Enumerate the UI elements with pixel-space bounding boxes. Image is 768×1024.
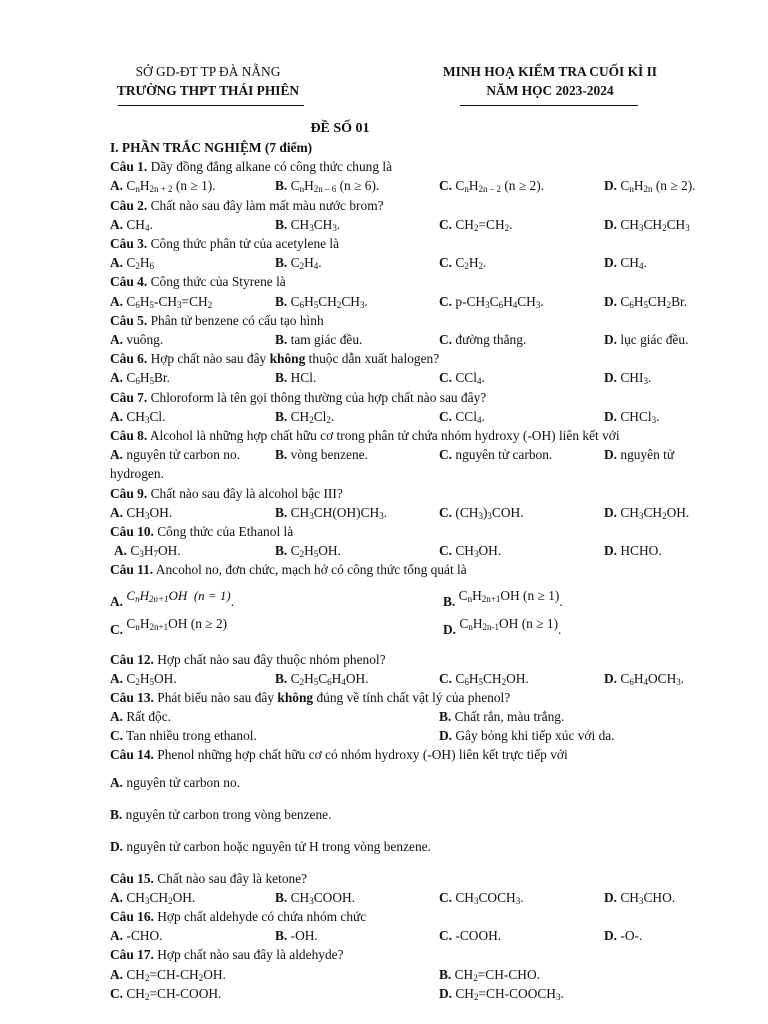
question-11-options-row-1 xyxy=(110,586,710,612)
option-b[interactable]: B. $C_2H_5C_6H_4OH$. xyxy=(275,670,369,687)
question-9: Câu 9. Chất nào sau đây là alcohol bậc III? xyxy=(110,485,343,501)
option-b[interactable]: B. $C_nH_{2n - 6}$ (n ≥ 6). xyxy=(275,178,380,195)
option-a[interactable]: A. $C_nH_{2n+1}OH$ (n = 1). xyxy=(110,587,235,609)
option-b[interactable]: B. $CH_2=CH$-CHO. xyxy=(439,966,540,983)
school-name: TRƯỜNG THPT THÁI PHIÊN xyxy=(116,83,300,98)
question-2-options xyxy=(110,215,710,234)
option-d[interactable]: D. $CH_2=CH-COOCH_3$. xyxy=(439,985,564,1002)
option-c[interactable]: C. $p-CH_3C_6H_4CH_3$. xyxy=(439,293,544,310)
question-8: Câu 8. Alcohol là những hợp chất hữu cơ trong phân tử chứa nhóm hydroxy (-OH) liên kết với xyxy=(110,427,620,443)
question-17: Câu 17. Hợp chất nào sau đây là aldehyde? xyxy=(110,947,344,963)
question-4-options xyxy=(110,292,710,311)
question-7-options xyxy=(110,407,710,426)
question-3-options xyxy=(110,253,710,272)
option-d[interactable]: D. $C_nH_{2n}$ (n ≥ 2). xyxy=(604,178,696,195)
question-12: Câu 12. Hợp chất nào sau đây thuộc nhóm phenol? xyxy=(110,651,386,667)
option-b[interactable]: B. $C_2H_4$. xyxy=(275,255,322,272)
option-b[interactable]: B. $C_2H_5OH$. xyxy=(275,543,341,560)
question-7: Câu 7. Chloroform là tên gọi thông thường của hợp chất nào sau đây? xyxy=(110,389,487,405)
option-a[interactable]: A. $CH_3OH$. xyxy=(110,504,173,521)
option-d[interactable]: D. $C_6H_5CH_2Br$. xyxy=(604,293,688,310)
option-d[interactable]: D. nguyên tử carbon hoặc nguyên tử H trong vòng benzene. xyxy=(110,838,431,854)
question-15-options xyxy=(110,888,710,907)
question-13-options-row-2 xyxy=(110,726,710,745)
exam-content xyxy=(110,138,710,1003)
option-a[interactable]: A. $C_2H_6$ xyxy=(110,255,154,272)
question-14: Câu 14. Phenol những hợp chất hữu cơ có nhóm hydroxy (-OH) liên kết trực tiếp với xyxy=(110,747,568,763)
option-c[interactable]: C. $C_6H_5CH_2OH$. xyxy=(439,670,529,687)
option-b[interactable]: B. $CH_2Cl_2$. xyxy=(275,408,335,425)
option-a[interactable]: A. -CHO. xyxy=(110,928,163,944)
option-a[interactable]: A. $CH_4$. xyxy=(110,216,153,233)
option-d[interactable]: D. $CH_3CHO$. xyxy=(604,889,676,906)
option-d[interactable]: D. nguyên tử xyxy=(604,447,675,463)
question-9-options xyxy=(110,503,710,522)
option-b[interactable]: B. $CH_3CH_3$. xyxy=(275,216,341,233)
option-a[interactable]: A. $C_2H_5OH$. xyxy=(110,670,177,687)
option-c[interactable]: C. Tan nhiều trong ethanol. xyxy=(110,728,257,744)
question-12-options xyxy=(110,669,710,688)
option-b[interactable]: B. HCl. xyxy=(275,370,317,386)
option-d[interactable]: D. Gây bỏng khi tiếp xúc với da. xyxy=(439,728,615,744)
header-right-underline xyxy=(460,105,638,106)
option-c[interactable]: C. $C_nH_{2n+1}OH$ (n ≥ 2) xyxy=(110,615,228,637)
question-16: Câu 16. Hợp chất aldehyde có chứa nhóm chức xyxy=(110,909,367,925)
question-5: Câu 5. Phân tử benzene có cấu tạo hình xyxy=(110,312,324,328)
option-b[interactable]: B. Chất rắn, màu trắng. xyxy=(439,709,565,725)
option-d[interactable]: D. $CH_3CH_2CH_3$ xyxy=(604,216,690,233)
option-d[interactable]: D. $C_6H_4OCH_3$. xyxy=(604,670,685,687)
question-13: Câu 13. Phát biểu nào sau đây không đúng về tính chất vật lý của phenol? xyxy=(110,689,511,705)
option-a[interactable]: A. nguyên tử carbon no. xyxy=(110,447,240,463)
option-d[interactable]: D. lục giác đều. xyxy=(604,331,689,347)
department-name: SỞ GD-ĐT TP ĐÀ NẴNG xyxy=(135,64,281,79)
option-b[interactable]: B. $CH_3CH(OH)CH_3$. xyxy=(275,504,388,521)
option-b[interactable]: B. $C_nH_{2n+1}OH$ (n ≥ 1). xyxy=(443,587,563,609)
option-a[interactable]: A. $CH_3Cl$. xyxy=(110,408,166,425)
option-a[interactable]: A. $C_nH_{2n + 2}$ (n ≥ 1). xyxy=(110,178,216,195)
option-d[interactable]: D. CHCl$_3$. xyxy=(604,408,660,425)
option-c[interactable]: C. đường thẳng. xyxy=(439,331,527,347)
option-d[interactable]: D. $CHI_3$. xyxy=(604,370,652,387)
question-6-options xyxy=(110,368,710,387)
option-a[interactable]: A. $C_3H_7OH$. xyxy=(114,543,181,560)
question-1: Câu 1. Dãy đồng đẳng alkane có công thức chung là xyxy=(110,159,393,175)
option-c[interactable]: C. $CH_3COCH_3$. xyxy=(439,889,524,906)
option-a[interactable]: A. $C_6H_5Br$. xyxy=(110,370,170,387)
option-a[interactable]: A. Rất độc. xyxy=(110,709,172,725)
option-c[interactable]: C. CCl$_4$. xyxy=(439,408,485,425)
option-b[interactable]: B. $CH_3COOH$. xyxy=(275,889,356,906)
option-b[interactable]: B. tam giác đều. xyxy=(275,331,363,347)
question-6: Câu 6. Hợp chất nào sau đây không thuộc dẫn xuất halogen? xyxy=(110,351,440,367)
option-c[interactable]: C. $CH_2=CH_2$. xyxy=(439,216,513,233)
question-13-options-row-1 xyxy=(110,707,710,726)
header-right xyxy=(415,62,685,100)
option-a[interactable]: A. $CH_2=CH-CH_2OH$. xyxy=(110,966,226,983)
header-left xyxy=(98,62,318,100)
section-title: I. PHẦN TRẮC NGHIỆM (7 điểm) xyxy=(110,140,313,155)
option-d[interactable]: D. HCHO. xyxy=(604,543,662,559)
option-d[interactable]: D. $C_nH_{2n-1}OH$ (n ≥ 1). xyxy=(443,615,562,637)
option-d[interactable]: D. $CH_3CH_2OH$. xyxy=(604,504,690,521)
question-17-options-row-1 xyxy=(110,965,710,984)
option-d[interactable]: D. -O-. xyxy=(604,928,643,944)
option-b[interactable]: B. $C_6H_5CH_2CH_3$. xyxy=(275,293,368,310)
question-11-options-row-2 xyxy=(110,612,710,638)
option-d[interactable]: D. $CH_4$. xyxy=(604,255,647,272)
option-c[interactable]: C. nguyên tử carbon. xyxy=(439,447,553,463)
question-10-options xyxy=(110,541,710,560)
option-b[interactable]: B. -OH. xyxy=(275,928,318,944)
question-5-options xyxy=(110,330,710,349)
question-17-options-row-2 xyxy=(110,984,710,1003)
question-16-options xyxy=(110,926,710,945)
option-c[interactable]: C. CCl$_4$. xyxy=(439,370,485,387)
option-c[interactable]: C. -COOH. xyxy=(439,928,502,944)
option-b[interactable]: B. nguyên tử carbon trong vòng benzene. xyxy=(110,806,332,822)
question-2: Câu 2. Chất nào sau đây làm mất màu nước brom? xyxy=(110,197,384,213)
option-c[interactable]: C. $C_2H_2$. xyxy=(439,255,487,272)
question-1-options xyxy=(110,176,710,195)
option-c[interactable]: C. $CH_3OH$. xyxy=(439,543,502,560)
question-4: Câu 4. Công thức của Styrene là xyxy=(110,274,286,290)
option-a[interactable]: A. nguyên tử carbon no. xyxy=(110,774,240,790)
question-3: Câu 3. Công thức phân tử của acetylene là xyxy=(110,235,340,251)
question-11: Câu 11. Ancohol no, đơn chức, mạch hở có công thức tổng quát là xyxy=(110,562,467,578)
question-15: Câu 15. Chất nào sau đây là ketone? xyxy=(110,870,308,886)
option-c[interactable]: C. $C_nH_{2n - 2}$ (n ≥ 2). xyxy=(439,178,545,195)
option-a[interactable]: A. $CH_3CH_2OH$. xyxy=(110,889,196,906)
header-left-underline xyxy=(118,105,304,106)
exam-title: MINH HOẠ KIỂM TRA CUỐI KÌ II xyxy=(442,64,658,79)
option-c[interactable]: C. $(CH_3)_3COH$. xyxy=(439,504,524,521)
exam-number: ĐỀ SỐ 01 xyxy=(310,121,370,136)
school-year: NĂM HỌC 2023-2024 xyxy=(486,83,614,98)
option-a[interactable]: A. $C_6H_5-CH_3=CH_2$ xyxy=(110,293,213,310)
option-b[interactable]: B. vòng benzene. xyxy=(275,447,368,463)
option-c[interactable]: C. $CH_2=CH$-COOH. xyxy=(110,985,222,1002)
question-8-options xyxy=(110,445,710,464)
question-10: Câu 10. Công thức của Ethanol là xyxy=(110,523,294,539)
question-8-option-d-continued: hydrogen. xyxy=(110,466,164,482)
option-a[interactable]: A. vuông. xyxy=(110,331,164,347)
